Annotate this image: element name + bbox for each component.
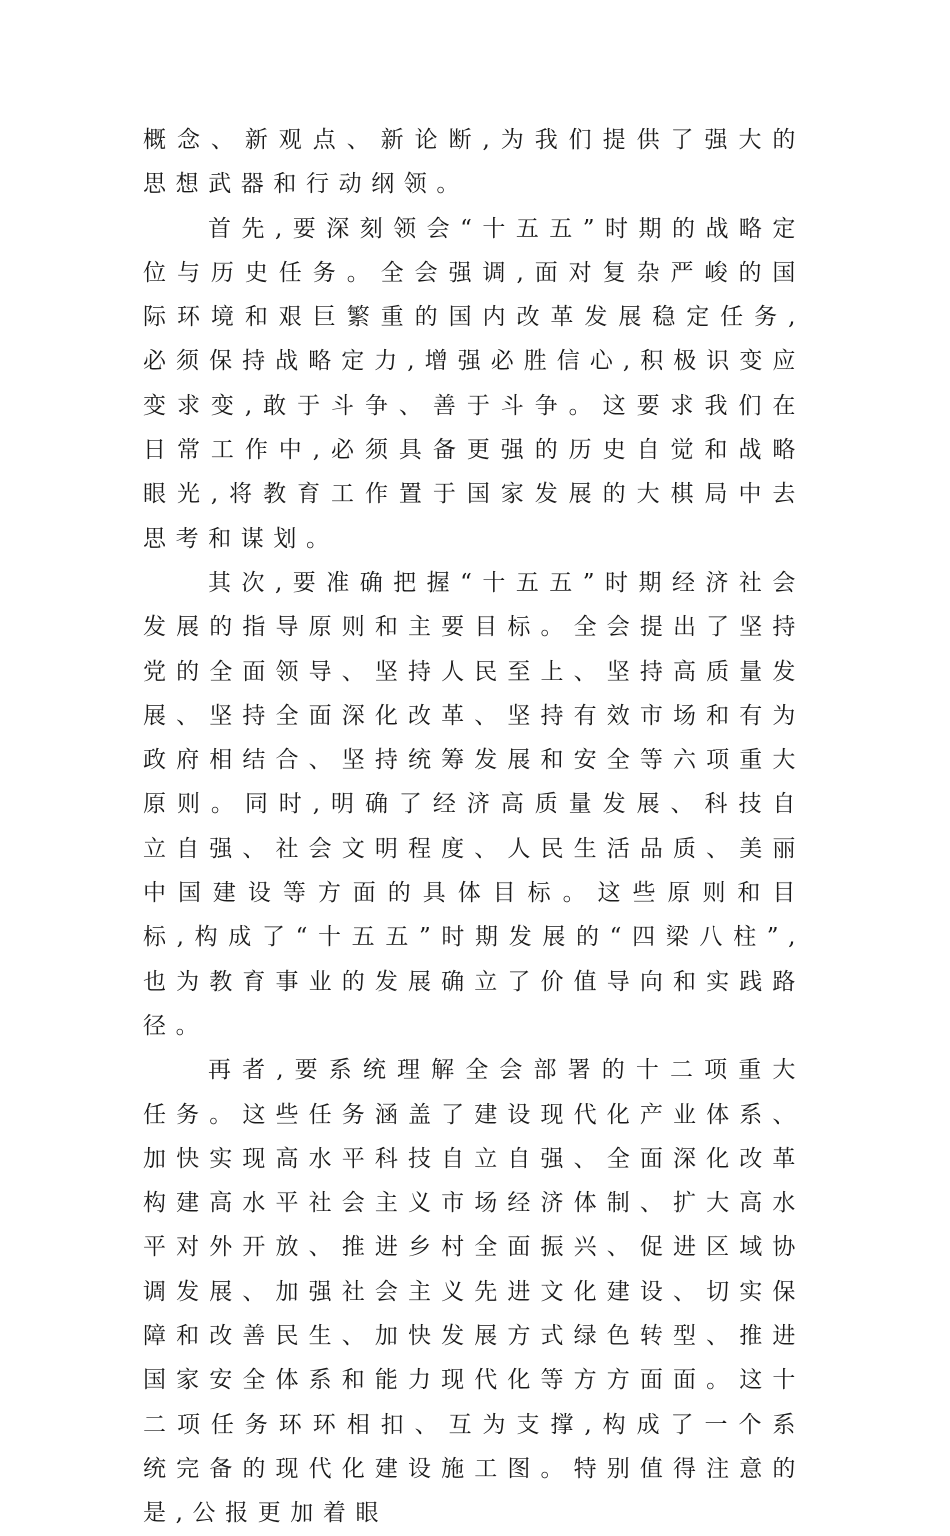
paragraph-twelve-tasks: 再者,要系统理解全会部署的十二项重大任务。这些任务涵盖了建设现代化产业体系、加快实现高水平科技自立自强、全面深化改革构建高水平社会主义市场经济体制、扩大高水平对外开放、推进乡村全面振兴、促进区域协调发展、加强社会主义先进文化建设、切实保障和改善民生、加快发展方式绿色转型、推进国家安全体系和能力现代化等方方面面。这十二项任务环环相扣、互为支撑,构成了一个系统完备的现代化建设施工图。特别值得注意的是,公报更加着眼 xyxy=(143,1057,805,1527)
paragraph-intro-continuation: 概念、新观点、新论断,为我们提供了强大的思想武器和行动纲领。 xyxy=(143,127,805,198)
document-page xyxy=(143,118,805,1536)
paragraph-strategic-positioning: 首先,要深刻领会“十五五”时期的战略定位与历史任务。全会强调,面对复杂严峻的国际环境和艰巨繁重的国内改革发展稳定任务,必须保持战略定力,增强必胜信心,积极识变应变求变,敢于斗争、善于斗争。这要求我们在日常工作中,必须具备更强的历史自觉和战略眼光,将教育工作置于国家发展的大棋局中去思考和谋划。 xyxy=(143,215,805,552)
paragraph-guiding-principles: 其次,要准确把握“十五五”时期经济社会发展的指导原则和主要目标。全会提出了坚持党的全面领导、坚持人民至上、坚持高质量发展、坚持全面深化改革、坚持有效市场和有为政府相结合、坚持统筹发展和安全等六项重大原则。同时,明确了经济高质量发展、科技自立自强、社会文明程度、人民生活品质、美丽中国建设等方面的具体目标。这些原则和目标,构成了“十五五”时期发展的“四梁八柱”,也为教育事业的发展确立了价值导向和实践路径。 xyxy=(143,569,805,1039)
